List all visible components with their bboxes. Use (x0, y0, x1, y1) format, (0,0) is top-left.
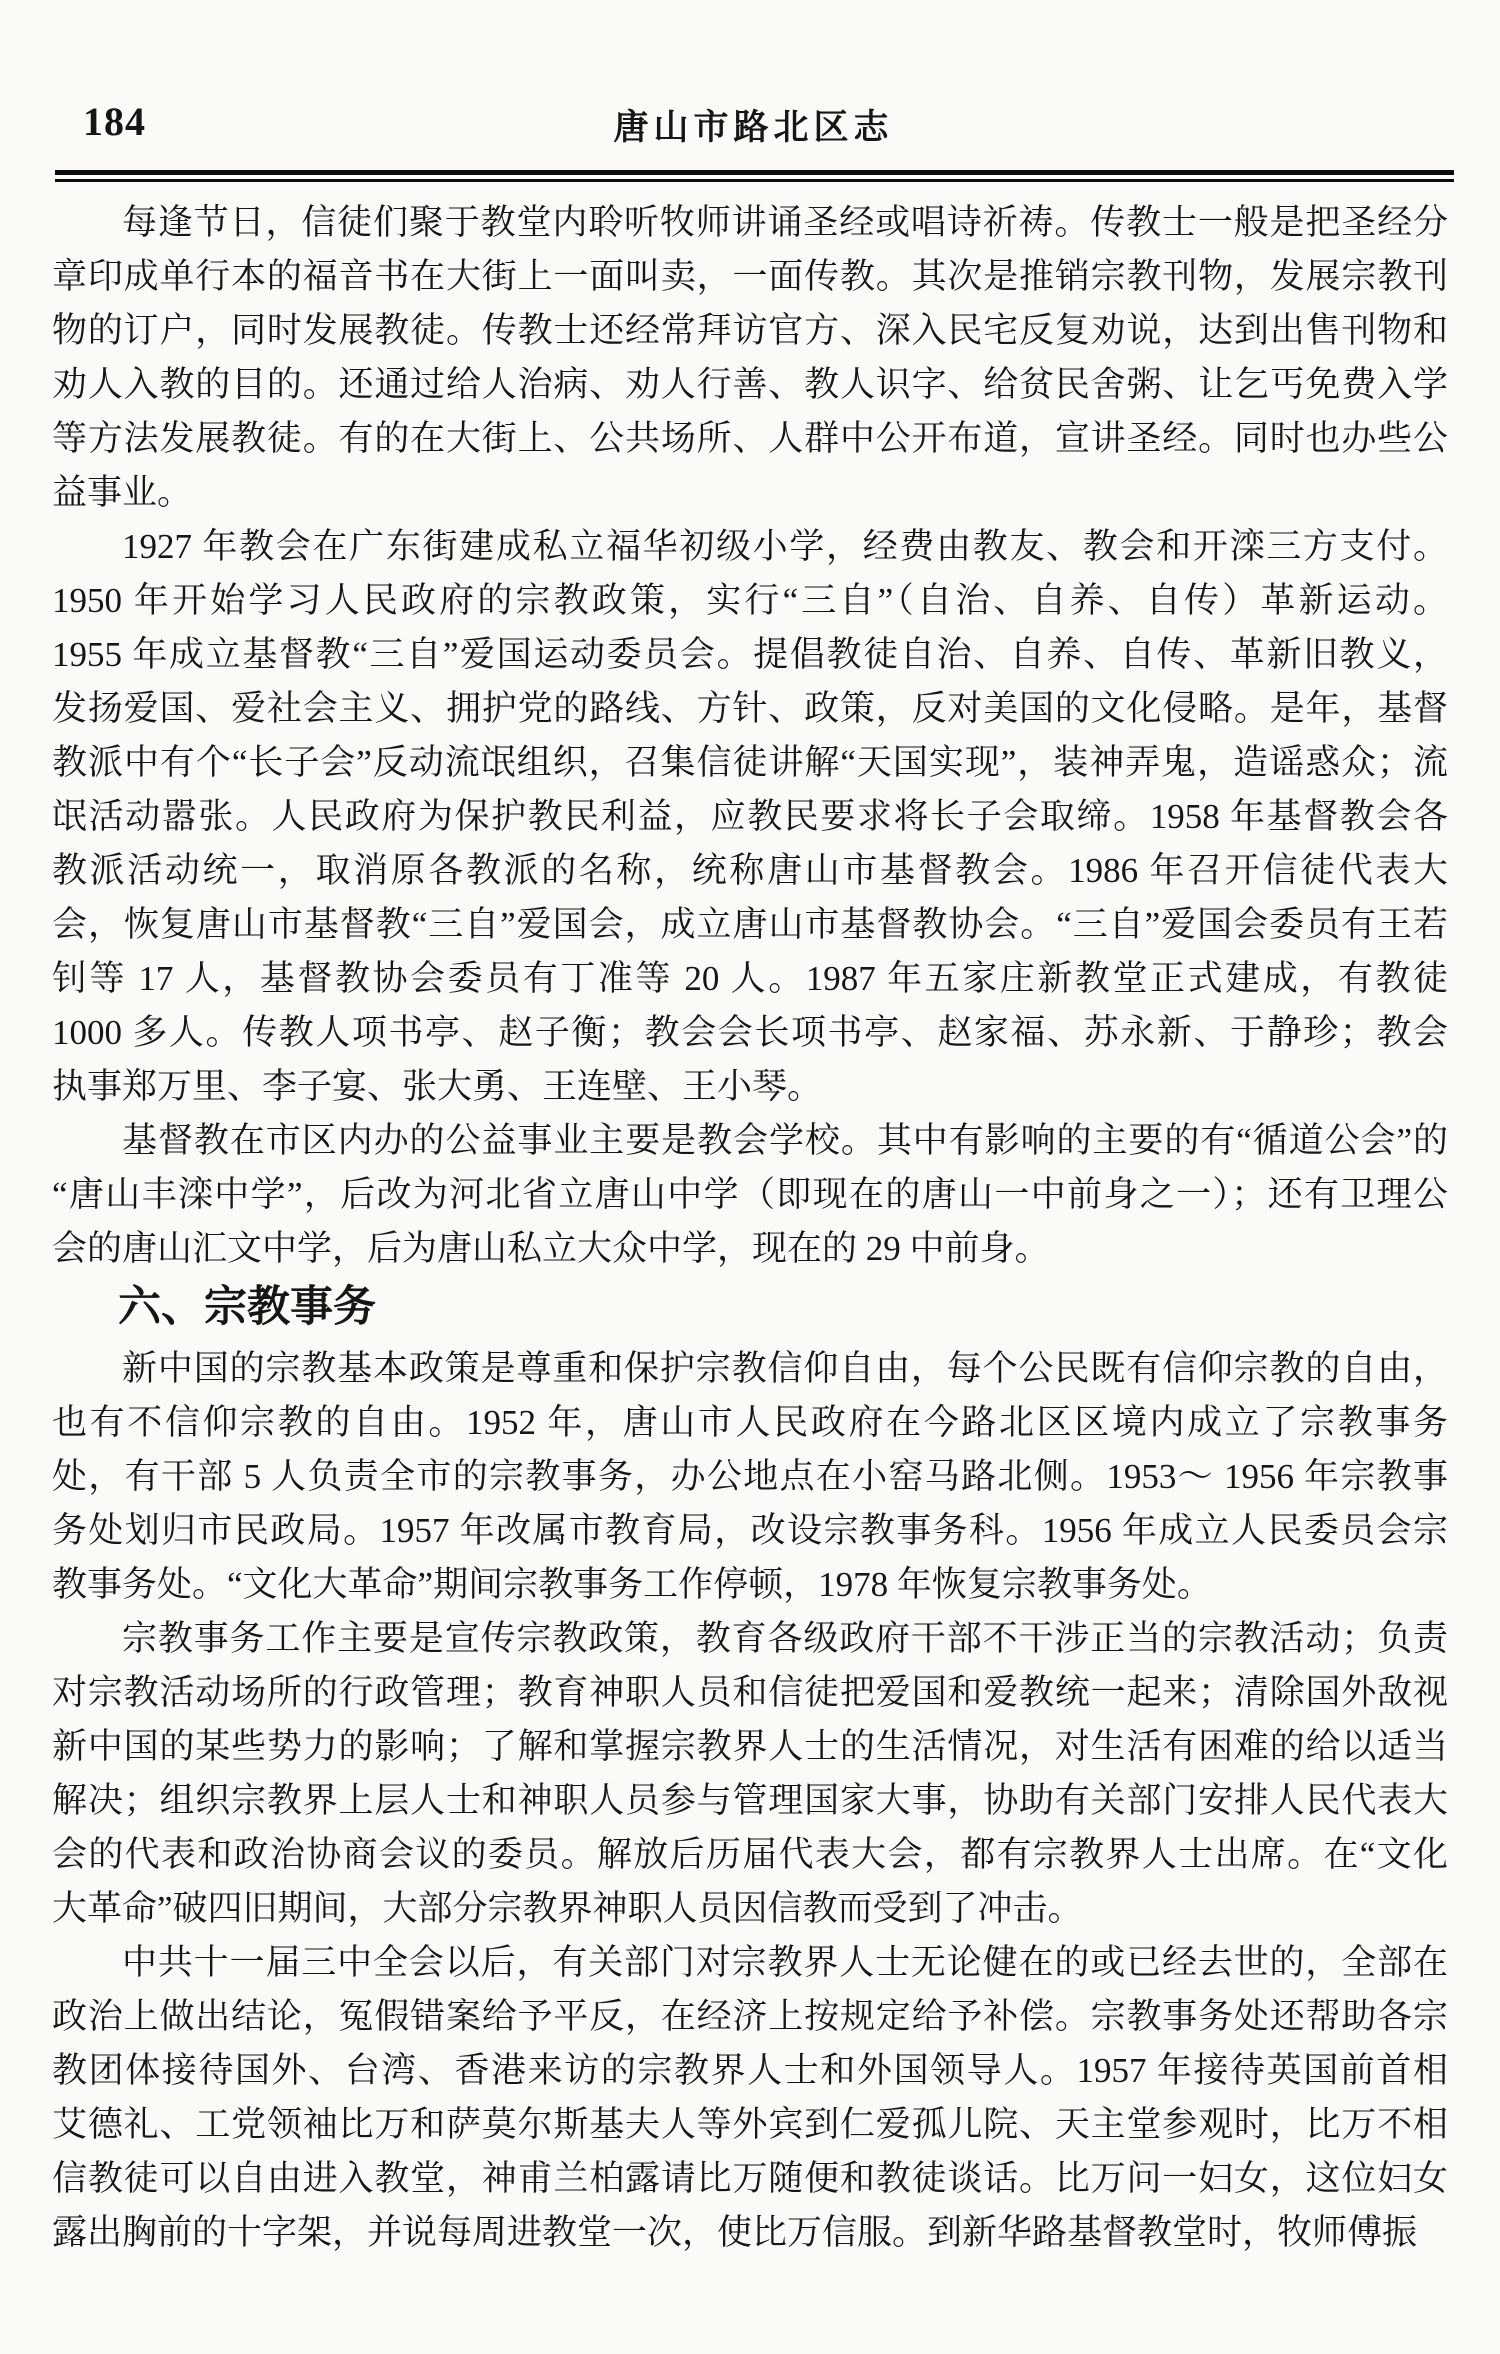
text-line: 处，有干部 5 人负责全市的宗教事务，办公地点在小窑马路北侧。1953～ 1956 年宗教事 (52, 1457, 1448, 1496)
text-line: 益事业。 (52, 473, 193, 512)
text-line: 新中国的宗教基本政策是尊重和保护宗教信仰自由，每个公民既有信仰宗教的自由， (122, 1349, 1448, 1388)
paragraph (52, 1936, 1448, 2260)
text-line: 中共十一届三中全会以后，有关部门对宗教界人士无论健在的或已经去世的，全部在 (122, 1943, 1448, 1982)
text-line: 1927 年教会在广东街建成私立福华初级小学，经费由教友、教会和开滦三方支付。 (122, 527, 1448, 566)
text-line: 政治上做出结论，冤假错案给予平反，在经济上按规定给予补偿。宗教事务处还帮助各宗 (52, 1997, 1448, 2036)
header-rule (55, 170, 1454, 182)
text-line: 解决；组织宗教界上层人士和神职人员参与管理国家大事，协助有关部门安排人民代表大 (52, 1781, 1448, 1820)
body-text (52, 196, 1448, 2260)
text-line: 劝人入教的目的。还通过给人治病、劝人行善、教人识字、给贫民舍粥、让乞丐免费入学 (52, 365, 1448, 404)
text-line: 教团体接待国外、台湾、香港来访的宗教界人士和外国领导人。1957 年接待英国前首相 (52, 2051, 1448, 2090)
text-line: 1000 多人。传教人项书亭、赵子衡；教会会长项书亭、赵家福、苏永新、于静珍；教会 (52, 1013, 1448, 1052)
text-line: 大革命”破四旧期间，大部分宗教界神职人员因信教而受到了冲击。 (52, 1889, 1083, 1928)
text-line: 基督教在市区内办的公益事业主要是教会学校。其中有影响的主要的有“循道公会”的 (122, 1121, 1448, 1160)
text-line: 宗教事务工作主要是宣传宗教政策，教育各级政府干部不干涉正当的宗教活动；负责 (122, 1619, 1448, 1658)
text-line: 务处划归市民政局。1957 年改属市教育局，改设宗教事务科。1956 年成立人民委员会宗 (52, 1511, 1448, 1550)
page-number: 184 (83, 99, 146, 144)
paragraph (52, 1342, 1448, 1612)
text-line: “唐山丰滦中学”，后改为河北省立唐山中学（即现在的唐山一中前身之一）；还有卫理公 (52, 1175, 1448, 1214)
text-line: 艾德礼、工党领袖比万和萨莫尔斯基夫人等外宾到仁爱孤儿院、天主堂参观时，比万不相 (52, 2105, 1448, 2144)
text-line: 物的订户，同时发展教徒。传教士还经常拜访官方、深入民宅反复劝说，达到出售刊物和 (52, 311, 1448, 350)
paragraph (52, 196, 1448, 520)
text-line: 章印成单行本的福音书在大街上一面叫卖，一面传教。其次是推销宗教刊物，发展宗教刊 (52, 257, 1448, 296)
text-line: 也有不信仰宗教的自由。1952 年，唐山市人民政府在今路北区区境内成立了宗教事务 (52, 1403, 1448, 1442)
text-line: 露出胸前的十字架，并说每周进教堂一次，使比万信服。到新华路基督教堂时，牧师傅振 (52, 2213, 1418, 2252)
text-line: 教事务处。“文化大革命”期间宗教事务工作停顿，1978 年恢复宗教事务处。 (52, 1565, 1212, 1604)
text-line: 1955 年成立基督教“三自”爱国运动委员会。提倡教徒自治、自养、自传、革新旧教义， (52, 635, 1448, 674)
text-line: 新中国的某些势力的影响；了解和掌握宗教界人士的生活情况，对生活有困难的给以适当 (52, 1727, 1448, 1766)
text-line: 1950 年开始学习人民政府的宗教政策，实行“三自”（自治、自养、自传）革新运动。 (52, 581, 1448, 620)
text-line: 氓活动嚣张。人民政府为保护教民利益，应教民要求将长子会取缔。1958 年基督教会各 (52, 797, 1448, 836)
text-line: 对宗教活动场所的行政管理；教育神职人员和信徒把爱国和爱教统一起来；清除国外敌视 (52, 1673, 1448, 1712)
paragraph (52, 1612, 1448, 1936)
text-line: 会的唐山汇文中学，后为唐山私立大众中学，现在的 29 中前身。 (52, 1229, 1050, 1268)
text-line: 等方法发展教徒。有的在大街上、公共场所、人群中公开布道，宣讲圣经。同时也办些公 (52, 419, 1448, 458)
running-title: 唐山市路北区志 (613, 108, 894, 147)
paragraph (52, 520, 1448, 1114)
text-line: 教派活动统一，取消原各教派的名称，统称唐山市基督教会。1986 年召开信徒代表大 (52, 851, 1448, 890)
text-line: 信教徒可以自由进入教堂，神甫兰柏露请比万随便和教徒谈话。比万问一妇女，这位妇女 (52, 2159, 1448, 2198)
page-header (55, 94, 1452, 154)
text-line: 会，恢复唐山市基督教“三自”爱国会，成立唐山市基督教协会。“三自”爱国会委员有王若 (52, 905, 1448, 944)
text-line: 执事郑万里、李子宴、张大勇、王连壁、王小琴。 (52, 1067, 823, 1106)
text-line: 发扬爱国、爱社会主义、拥护党的路线、方针、政策，反对美国的文化侵略。是年，基督 (52, 689, 1448, 728)
text-line: 每逢节日，信徒们聚于教堂内聆听牧师讲诵圣经或唱诗祈祷。传教士一般是把圣经分 (122, 203, 1448, 242)
paragraph (52, 1114, 1448, 1276)
section-heading: 六、宗教事务 (118, 1283, 376, 1331)
text-line: 钊等 17 人，基督教协会委员有丁准等 20 人。1987 年五家庄新教堂正式建成，有教徒 (52, 959, 1448, 998)
text-line: 教派中有个“长子会”反动流氓组织，召集信徒讲解“天国实现”，装神弄鬼，造谣惑众；流 (52, 743, 1448, 782)
text-line: 会的代表和政治协商会议的委员。解放后历届代表大会，都有宗教界人士出席。在“文化 (52, 1835, 1448, 1874)
